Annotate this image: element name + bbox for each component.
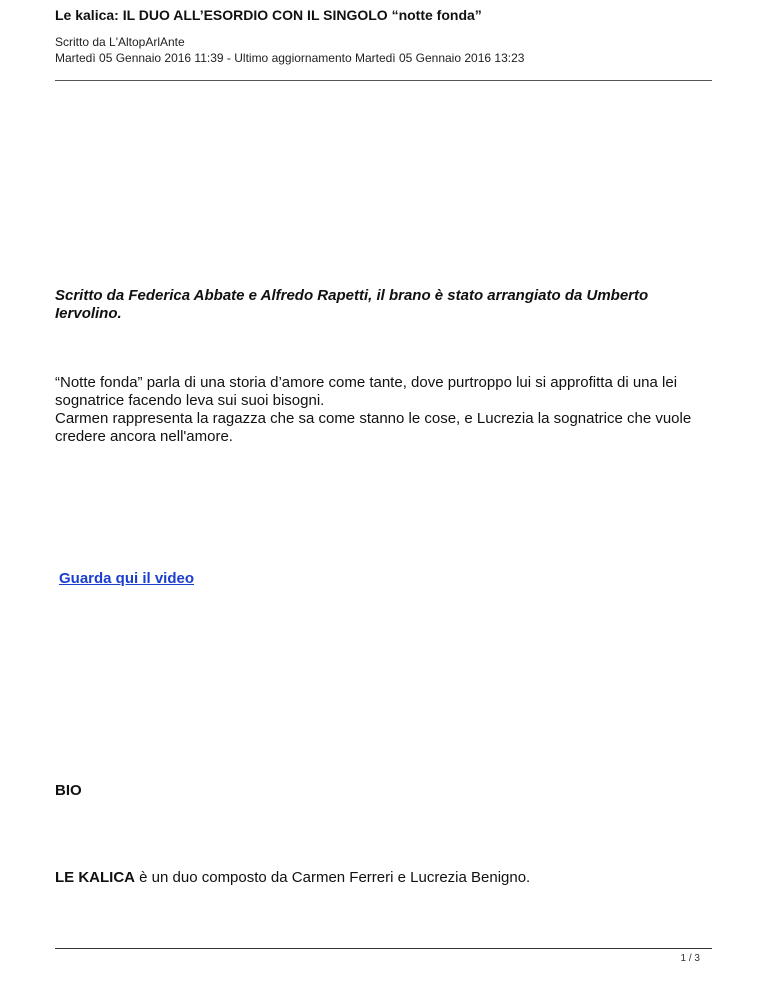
page-header bbox=[55, 6, 712, 66]
band-name: LE KALICA bbox=[55, 869, 135, 886]
article-meta bbox=[55, 34, 712, 66]
article-body bbox=[55, 374, 715, 446]
page-number: 1 / 3 bbox=[680, 953, 700, 964]
date-line: Martedì 05 Gennaio 2016 11:39 - Ultimo aggiornamento Martedì 05 Gennaio 2016 13:23 bbox=[55, 51, 525, 65]
bio-intro bbox=[55, 869, 715, 887]
author-line: Scritto da L'AltopArlAnte bbox=[55, 35, 185, 49]
bio-intro-text: è un duo composto da Carmen Ferreri e Lucrezia Benigno. bbox=[135, 869, 531, 886]
paragraph-characters: Carmen rappresenta la ragazza che sa come stanno le cose, e Lucrezia la sognatrice che vuole credere ancora nell'amore. bbox=[55, 410, 692, 445]
song-credits: Scritto da Federica Abbate e Alfredo Rapetti, il brano è stato arrangiato da Umberto Iervolino. bbox=[55, 287, 649, 322]
watch-video-link[interactable]: Guarda qui il video bbox=[59, 570, 195, 587]
bio-heading: BIO bbox=[55, 782, 82, 799]
footer-divider bbox=[55, 948, 712, 949]
header-divider bbox=[55, 80, 712, 81]
paragraph-story: “Notte fonda” parla di una storia d’amore come tante, dove purtroppo lui si approfitta di una lei sognatrice facendo leva sui suoi bisogni. bbox=[55, 374, 678, 409]
document-title: Le kalica: IL DUO ALL’ESORDIO CON IL SINGOLO “notte fonda” bbox=[55, 7, 482, 23]
